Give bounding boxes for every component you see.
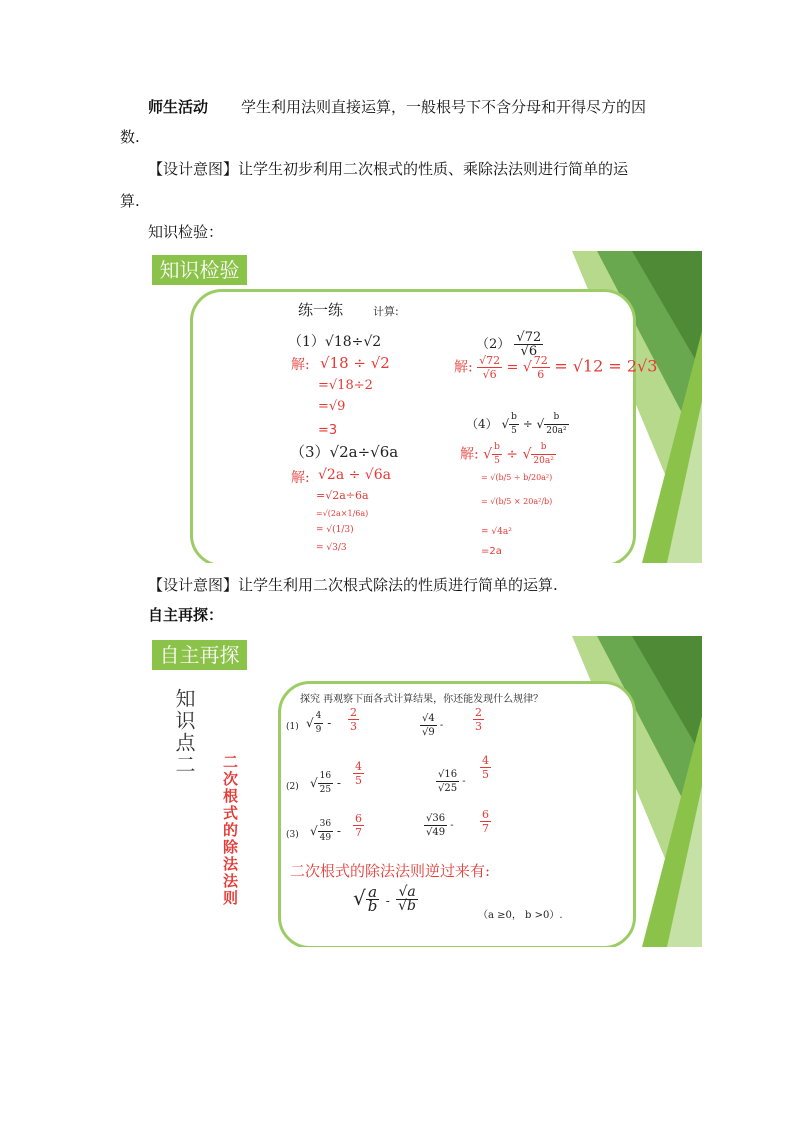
q1-step-2: =√18÷2 xyxy=(318,378,373,393)
question-4: （4） √ $\frac{b}{5}$ ÷ √ $\frac{b}{\text{20a²}}$ xyxy=(466,412,567,436)
row-3-left: √ $\frac{36}{49}$ - xyxy=(310,819,341,843)
activity-label: 师生活动 xyxy=(148,98,209,116)
q1-step-4: =3 xyxy=(318,423,338,438)
division-rule-reverse: 二次根式的除法法则逆过来有: xyxy=(290,862,491,880)
q3-step-4: = √(1/3) xyxy=(316,525,354,535)
q3-step-3: =√(2a×1/6a) xyxy=(316,509,369,518)
side-subtitle: 二次根式的除法法则 xyxy=(221,754,239,907)
slide-panel xyxy=(278,681,636,947)
q3-step-1: √2a ÷ √6a xyxy=(318,467,391,483)
q2-solution: 解: $\frac{√72}{√6}$ = √ $\frac{72}{6}$ = √12 = 2√3 xyxy=(454,354,658,381)
slide-panel xyxy=(190,289,636,563)
q3-solution-label: 解: xyxy=(291,470,310,486)
row-2-left: √ $\frac{16}{25}$ - xyxy=(310,771,341,795)
q4-step-4: =2a xyxy=(481,546,502,557)
side-title: 知识点二 xyxy=(172,688,196,776)
reverse-formula: √ $\frac{a}{b}$ - $\frac{√a}{√b}$ xyxy=(353,883,417,915)
slide-knowledge-check xyxy=(148,251,702,563)
q1-step-3: =√9 xyxy=(318,399,346,414)
question-1: （1）√18÷√2 xyxy=(288,334,382,350)
q4-solution: 解: √ $\frac{b}{5}$ ÷ √ $\frac{b}{\text{20a²}}$ xyxy=(460,442,554,466)
design-intent-1-cont: 算. xyxy=(120,192,140,210)
q4-index: （4） xyxy=(466,417,498,431)
row-3-result-right: $\frac{6}{7}$ xyxy=(482,808,489,835)
row-2-right: $\frac{√16}{√25}$ - xyxy=(438,769,466,794)
formula-condition: （a ≥0， b >0）. xyxy=(478,910,563,921)
knowledge-check-heading: 知识检验： xyxy=(148,223,224,241)
row-1-result-left: $\frac{2}{3}$ xyxy=(350,706,357,733)
activity-text-cont: 数. xyxy=(120,128,140,146)
q4-step-3: = √4a² xyxy=(481,527,512,537)
q2-solution-label: 解: xyxy=(454,359,473,376)
row-2-index: (2) xyxy=(286,782,299,792)
slide-tag: 知识检验 xyxy=(152,255,247,285)
q3-step-5: = √3/3 xyxy=(316,543,347,553)
q4-step-1: = √(b/5 ÷ b/20a²) xyxy=(481,473,553,482)
row-1-index: (1) xyxy=(286,722,299,732)
explore-heading: 自主再探： xyxy=(148,606,224,624)
row-2-result-left: $\frac{4}{5}$ xyxy=(355,760,362,787)
activity-text: 学生利用法则直接运算，一般根号下不含分母和开得尽方的因 xyxy=(241,98,647,116)
slide-self-explore xyxy=(148,636,702,947)
row-2-result-right: $\frac{4}{5}$ xyxy=(482,754,489,781)
slide-tag: 自主再探 xyxy=(152,640,247,670)
row-3-result-left: $\frac{6}{7}$ xyxy=(355,812,362,839)
question-3: （3）√2a÷√6a xyxy=(290,443,399,461)
design-intent-2: 【设计意图】让学生利用二次根式除法的性质进行简单的运算. xyxy=(148,576,558,594)
q2-result: = √12 = 2√3 xyxy=(554,356,658,376)
row-3-right: $\frac{√36}{√49}$ - xyxy=(426,813,454,838)
row-3-index: (3) xyxy=(286,830,299,840)
explore-question: 探究 再观察下面各式计算结果，你还能发现什么规律？ xyxy=(300,694,544,705)
q3-step-2: =√2a÷6a xyxy=(316,489,369,502)
q1-solution-label: 解: xyxy=(291,357,310,373)
q4-step-2: = √(b/5 × 20a²/b) xyxy=(481,497,553,506)
row-1-left: √ $\frac{4}{9}$ - xyxy=(306,711,332,735)
q2-fraction: $\frac{√72}{√6}$ xyxy=(516,330,542,359)
exercise-title: 练一练 xyxy=(298,301,344,319)
exercise-subtitle: 计算: xyxy=(373,305,399,318)
row-1-result-right: $\frac{2}{3}$ xyxy=(475,706,482,733)
q2-index: （2） xyxy=(476,337,511,352)
row-1-right: $\frac{√4}{√9}$ - xyxy=(422,713,444,738)
design-intent-1: 【设计意图】让学生初步利用二次根式的性质、乘除法法则进行简单的运 xyxy=(148,160,629,178)
q4-solution-label: 解: xyxy=(460,446,479,463)
q1-step-1: √18 ÷ √2 xyxy=(320,354,390,372)
